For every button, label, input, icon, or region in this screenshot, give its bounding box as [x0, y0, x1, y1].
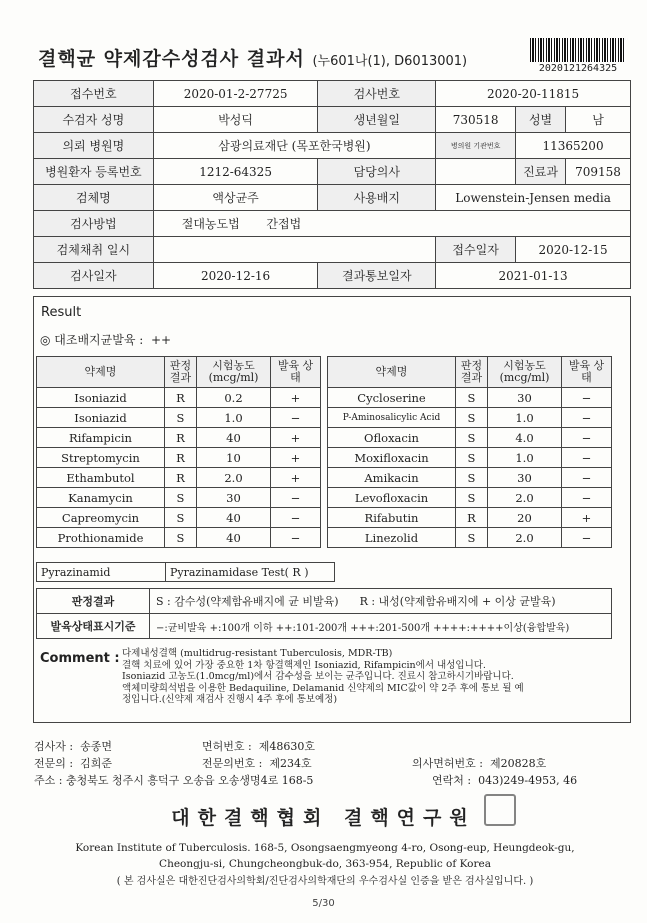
dept: 709158	[566, 159, 631, 185]
drug-judge: R	[456, 508, 488, 528]
growth-expr: −:균비발육 +:100개 이하 ++:101-200개 +++:201-500개 ++++:++++이상(융합발육)	[150, 614, 612, 639]
drug-row	[37, 468, 612, 488]
drug-conc: 1.0	[488, 448, 562, 468]
institute-address-2: Cheongju-si, Chungcheongbuk-do, 363-954, Republic of Korea	[159, 858, 491, 870]
drug-name: Streptomycin	[37, 448, 165, 468]
address-line: 주소 : 충청북도 청주시 흥덕구 오송읍 오송생명4로 168-5 연락처 : 043)249-4953, 46	[34, 774, 578, 787]
drug-conc: 20	[488, 508, 562, 528]
drug-conc: 1.0	[488, 408, 562, 428]
drug-table	[36, 356, 612, 548]
drug-judge: S	[165, 488, 197, 508]
drug-name: Rifabutin	[328, 508, 456, 528]
hospital: 삼광의료재단 (목포한국병원)	[153, 133, 435, 159]
drug-judge: S	[456, 468, 488, 488]
drug-growth: −	[562, 468, 612, 488]
drug-growth: −	[562, 448, 612, 468]
drug-conc: 30	[197, 488, 271, 508]
reception-no-label: 접수번호	[34, 81, 154, 107]
drug-growth: −	[562, 488, 612, 508]
birth-label: 생년월일	[318, 107, 436, 133]
comment-line: Isoniazid 고농도(1.0mcg/ml)에서 감수성을 보이는 균주입니다. 진료시 참고하시기바랍니다.	[122, 671, 514, 682]
drug-conc: 40	[197, 508, 271, 528]
drug-judge: S	[456, 528, 488, 548]
drug-judge: R	[165, 428, 197, 448]
col-conc-right: 시험농도 (mcg/ml)	[488, 357, 562, 388]
drug-name: Moxifloxacin	[328, 448, 456, 468]
drug-judge: S	[456, 408, 488, 428]
drug-row	[37, 528, 612, 548]
pyrazinamide-row	[36, 562, 335, 582]
hospital-code-label: 병의원 기관번호	[436, 133, 516, 159]
drug-conc: 30	[488, 388, 562, 408]
notice-label: 결과통보일자	[318, 263, 436, 289]
examiner-line: 검사자 : 송종면 면허번호 : 제48630호	[34, 740, 315, 753]
drug-name: Levofloxacin	[328, 488, 456, 508]
drug-row	[37, 488, 612, 508]
comment-label: Comment :	[40, 651, 120, 666]
reception-no: 2020-01-2-27725	[153, 81, 318, 107]
col-drug-right: 약제명	[328, 357, 456, 388]
drug-name: Linezolid	[328, 528, 456, 548]
drug-growth: −	[271, 408, 321, 428]
drug-name: Ofloxacin	[328, 428, 456, 448]
control-growth: ◎ 대조배지균발육 : ++	[40, 333, 172, 347]
barcode-number: 2020121264325	[538, 63, 618, 74]
drug-name: Ethambutol	[37, 468, 165, 488]
specimen-label: 검체명	[34, 185, 154, 211]
doctor	[436, 159, 516, 185]
receive-label: 접수일자	[436, 237, 516, 263]
drug-name: Rifampicin	[37, 428, 165, 448]
doctor-label: 담당의사	[318, 159, 436, 185]
drug-name: Isoniazid	[37, 408, 165, 428]
name-label: 수검자 성명	[34, 107, 154, 133]
barcode	[530, 38, 626, 62]
specimen: 액상균주	[153, 185, 318, 211]
judge-label: 판정결과	[37, 589, 150, 614]
drug-name: Cycloserine	[328, 388, 456, 408]
drug-growth: −	[562, 428, 612, 448]
comment-line: 다제내성결핵 (multidrug-resistant Tuberculosis, MDR-TB)	[122, 648, 393, 659]
drug-name: Prothionamide	[37, 528, 165, 548]
drug-growth: +	[271, 388, 321, 408]
sex-label: 성별	[516, 107, 566, 133]
drug-name: Kanamycin	[37, 488, 165, 508]
drug-growth: −	[562, 388, 612, 408]
drug-judge: S	[456, 488, 488, 508]
control-growth-value: ++	[150, 333, 172, 347]
institute-address-1: Korean Institute of Tuberculosis. 168-5, Osongsaengmyeong 4-ro, Osong-eup, Heungdeok-gu,	[75, 842, 575, 854]
patient-no: 1212-64325	[153, 159, 318, 185]
drug-name: Isoniazid	[37, 388, 165, 408]
drug-conc: 1.0	[197, 408, 271, 428]
drug-judge: S	[165, 408, 197, 428]
certification-note: ( 본 검사실은 대한진단검사의학회/진단검사의학재단의 우수검사실 인증을 받은 검사실입니다. )	[116, 876, 534, 887]
document-title: 결핵균 약제감수성검사 결과서 (누601나(1), D6013001)	[38, 48, 468, 70]
col-judge: 판정 결과	[165, 357, 197, 388]
comment-line: 결핵 치료에 있어 가장 중요한 1차 항결핵제인 Isoniazid, Rifampicin에서 내성입니다.	[122, 659, 486, 671]
test-date: 2020-12-16	[153, 263, 318, 289]
form-code: (누601나(1), D6013001)	[312, 54, 468, 69]
drug-growth: −	[271, 528, 321, 548]
drug-growth: −	[562, 528, 612, 548]
method-label: 검사방법	[34, 211, 154, 237]
drug-conc: 40	[197, 528, 271, 548]
collect-label: 검체채취 일시	[34, 237, 154, 263]
drug-growth: −	[271, 488, 321, 508]
receive-date: 2020-12-15	[516, 237, 631, 263]
drug-judge: R	[165, 468, 197, 488]
drug-growth: +	[271, 448, 321, 468]
collect-date	[153, 237, 435, 263]
drug-conc: 40	[197, 428, 271, 448]
comment-line: 정입니다.(신약제 재검사 진행시 4주 후에 통보예정)	[122, 694, 338, 705]
drug-judge: S	[165, 508, 197, 528]
comment-text	[122, 648, 622, 706]
exam-no-label: 검사번호	[318, 81, 436, 107]
exam-no: 2020-20-11815	[436, 81, 631, 107]
growth-expr-label: 발육상태표시기준	[37, 614, 150, 639]
comment-line: 액체미량희석법을 이용한 Bedaquiline, Delamanid 신약제의 MIC값이 약 2주 후에 통보 될 예	[122, 682, 524, 694]
drug-judge: S	[456, 448, 488, 468]
col-drug: 약제명	[37, 357, 165, 388]
drug-row	[37, 388, 612, 408]
drug-growth: +	[271, 428, 321, 448]
judgement-legend	[36, 588, 612, 639]
notice-date: 2021-01-13	[436, 263, 631, 289]
drug-conc: 4.0	[488, 428, 562, 448]
drug-row	[37, 508, 612, 528]
drug-conc: 2.0	[488, 528, 562, 548]
medium-label: 사용배지	[318, 185, 436, 211]
drug-growth: +	[271, 468, 321, 488]
drug-judge: R	[165, 388, 197, 408]
medium: Lowenstein-Jensen media	[436, 185, 631, 211]
sex: 남	[566, 107, 631, 133]
test-date-label: 검사일자	[34, 263, 154, 289]
pza-label: Pyrazinamid	[37, 563, 166, 582]
method: 절대농도법 간접법	[153, 211, 630, 237]
drug-conc: 2.0	[488, 488, 562, 508]
result-title: Result	[41, 305, 82, 320]
drug-name: P-Aminosalicylic Acid	[328, 408, 456, 428]
drug-judge: S	[456, 428, 488, 448]
drug-conc: 10	[197, 448, 271, 468]
patient-no-label: 병원환자 등록번호	[34, 159, 154, 185]
drug-name: Amikacin	[328, 468, 456, 488]
drug-judge: S	[456, 388, 488, 408]
birth-date: 730518	[436, 107, 516, 133]
pza-value: Pyrazinamidase Test( R )	[166, 563, 335, 582]
page-number: 5/30	[312, 898, 335, 909]
drug-judge: R	[165, 448, 197, 468]
hospital-code: 11365200	[516, 133, 631, 159]
drug-conc: 30	[488, 468, 562, 488]
hospital-label: 의뢰 병원명	[34, 133, 154, 159]
drug-growth: −	[271, 508, 321, 528]
drug-growth: −	[562, 408, 612, 428]
drug-row	[37, 408, 612, 428]
drug-conc: 2.0	[197, 468, 271, 488]
dept-label: 진료과	[516, 159, 566, 185]
patient-name: 박성딕	[153, 107, 318, 133]
drug-row	[37, 428, 612, 448]
drug-judge: S	[165, 528, 197, 548]
col-growth: 발육 상태	[271, 357, 321, 388]
patient-info-table	[33, 80, 631, 289]
drug-name: Capreomycin	[37, 508, 165, 528]
col-conc: 시험농도 (mcg/ml)	[197, 357, 271, 388]
drug-conc: 0.2	[197, 388, 271, 408]
drug-growth: +	[562, 508, 612, 528]
drug-row	[37, 448, 612, 468]
col-growth-right: 발육 상태	[562, 357, 612, 388]
specialist-line: 전문의 : 김희준 전문의번호 : 제234호 의사면허번호 : 제20828호	[34, 757, 547, 770]
col-judge-right: 판정 결과	[456, 357, 488, 388]
institute-name: 대한결핵협회 결핵연구원	[171, 807, 476, 829]
judge-criteria: S : 감수성(약제함유배지에 균 비발육) R : 내성(약제함유배지에 + 이상 균발육)	[150, 589, 612, 614]
official-seal	[484, 794, 516, 826]
